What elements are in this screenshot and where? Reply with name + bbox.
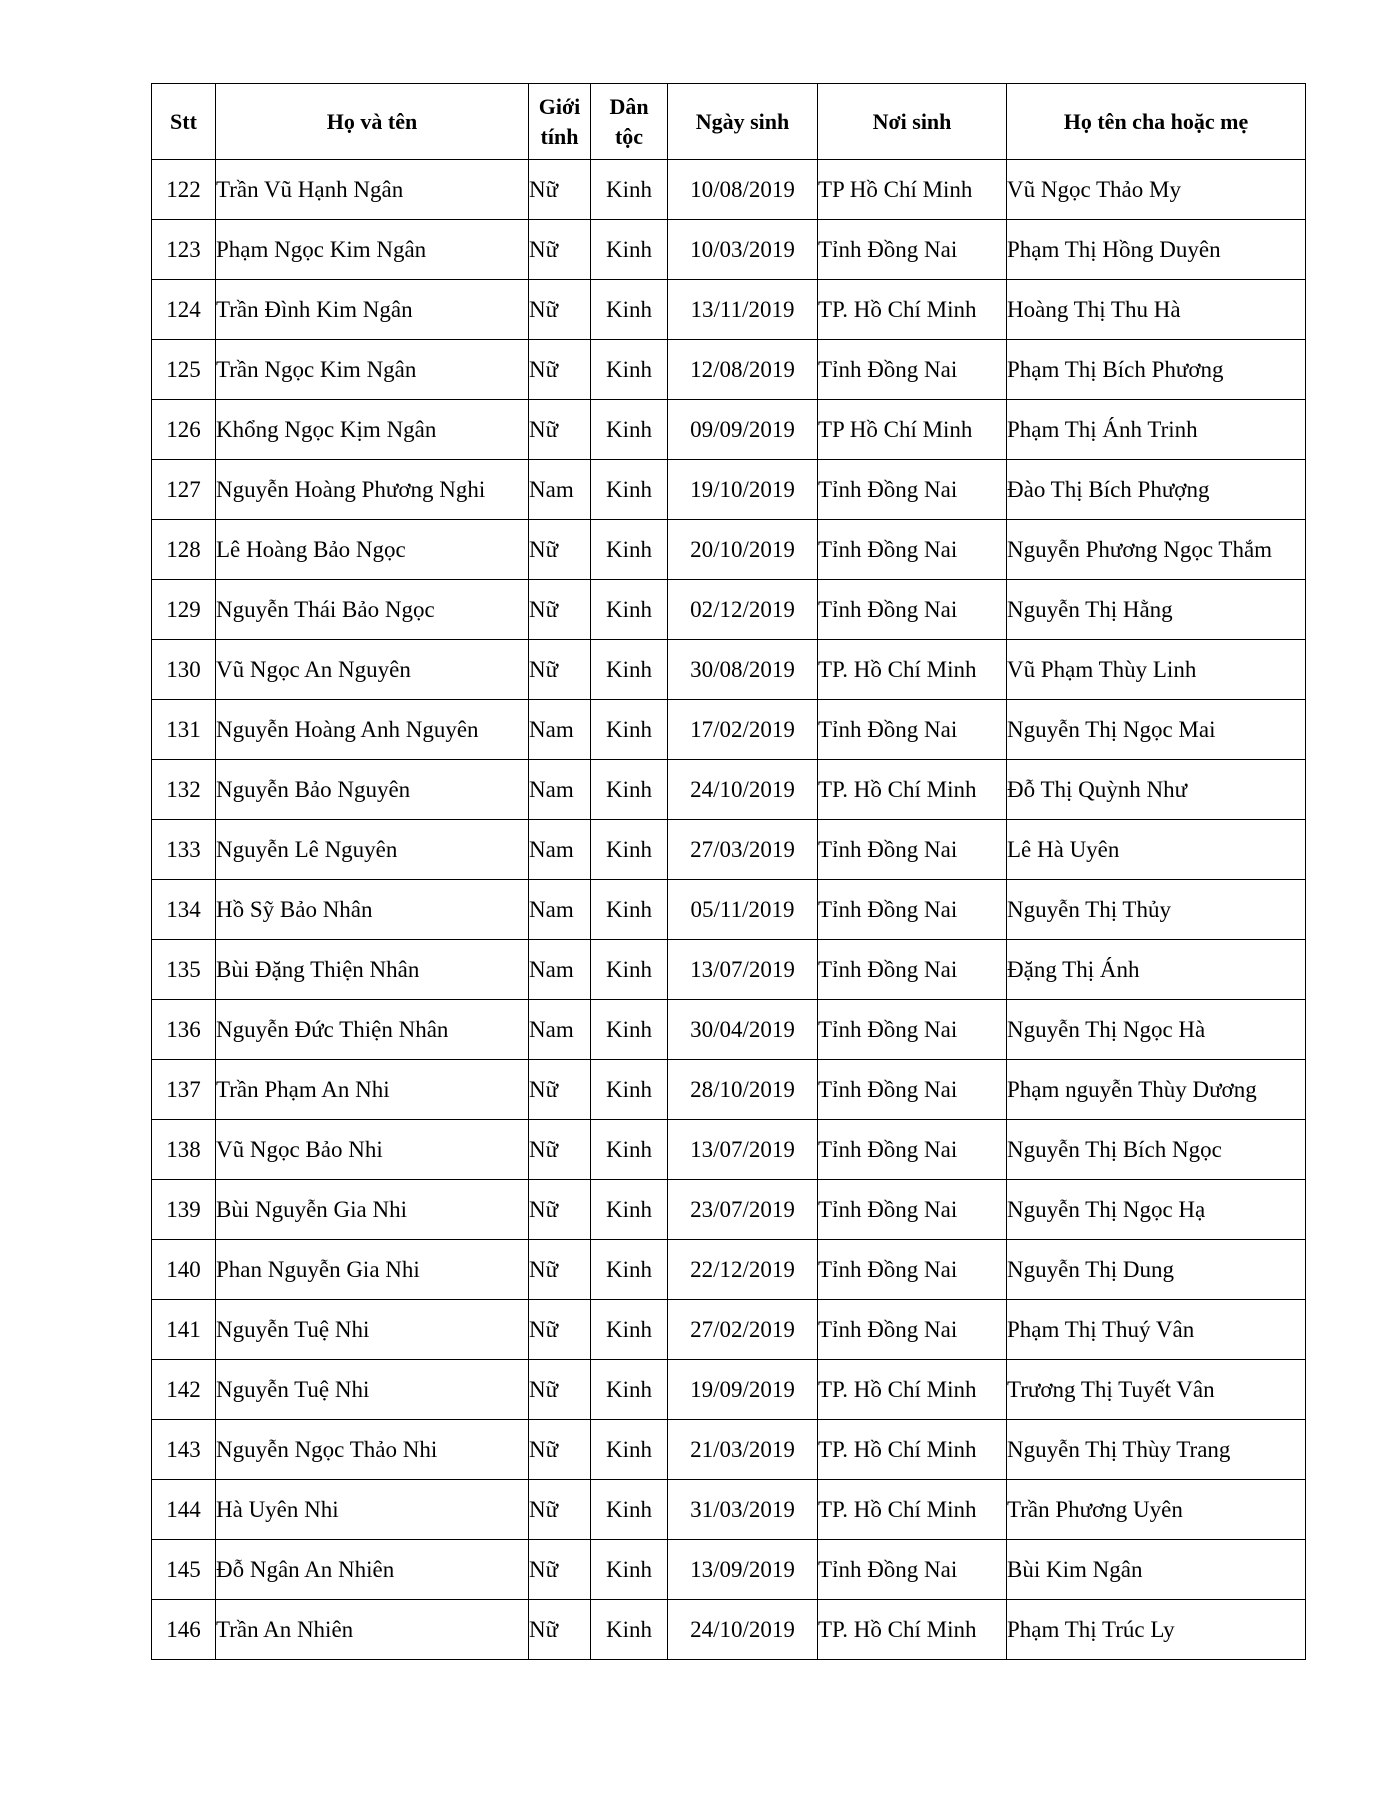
cell-date-of-birth: 19/09/2019 bbox=[668, 1360, 818, 1420]
cell-parent-name: Vũ Phạm Thùy Linh bbox=[1007, 640, 1306, 700]
table-row bbox=[152, 940, 1306, 1000]
cell-date-of-birth: 30/08/2019 bbox=[668, 640, 818, 700]
cell-date-of-birth: 13/11/2019 bbox=[668, 280, 818, 340]
cell-gender: Nam bbox=[529, 700, 591, 760]
cell-parent-name: Nguyễn Thị Bích Ngọc bbox=[1007, 1120, 1306, 1180]
cell-parent-name: Nguyễn Thị Ngọc Hạ bbox=[1007, 1180, 1306, 1240]
cell-parent-name: Vũ Ngọc Thảo My bbox=[1007, 160, 1306, 220]
table-row bbox=[152, 1240, 1306, 1300]
cell-date-of-birth: 05/11/2019 bbox=[668, 880, 818, 940]
cell-gender: Nữ bbox=[529, 400, 591, 460]
cell-ethnicity: Kinh bbox=[591, 460, 668, 520]
table-row bbox=[152, 1600, 1306, 1660]
cell-full-name: Trần An Nhiên bbox=[216, 1600, 529, 1660]
cell-stt: 140 bbox=[152, 1240, 216, 1300]
cell-stt: 124 bbox=[152, 280, 216, 340]
table-body bbox=[152, 160, 1306, 1660]
table-row bbox=[152, 700, 1306, 760]
cell-ethnicity: Kinh bbox=[591, 1360, 668, 1420]
header-date-of-birth: Ngày sinh bbox=[668, 84, 818, 160]
cell-gender: Nữ bbox=[529, 340, 591, 400]
cell-gender: Nữ bbox=[529, 580, 591, 640]
table-row bbox=[152, 340, 1306, 400]
cell-birthplace: Tỉnh Đồng Nai bbox=[818, 1300, 1007, 1360]
cell-parent-name: Lê Hà Uyên bbox=[1007, 820, 1306, 880]
cell-parent-name: Bùi Kim Ngân bbox=[1007, 1540, 1306, 1600]
cell-full-name: Nguyễn Bảo Nguyên bbox=[216, 760, 529, 820]
cell-ethnicity: Kinh bbox=[591, 1180, 668, 1240]
table-row bbox=[152, 460, 1306, 520]
header-ethnicity bbox=[591, 84, 668, 160]
cell-full-name: Nguyễn Ngọc Thảo Nhi bbox=[216, 1420, 529, 1480]
cell-stt: 130 bbox=[152, 640, 216, 700]
header-gender-line2: tính bbox=[540, 123, 579, 149]
cell-parent-name: Phạm nguyễn Thùy Dương bbox=[1007, 1060, 1306, 1120]
cell-stt: 138 bbox=[152, 1120, 216, 1180]
cell-ethnicity: Kinh bbox=[591, 1240, 668, 1300]
cell-date-of-birth: 12/08/2019 bbox=[668, 340, 818, 400]
cell-full-name: Nguyễn Tuệ Nhi bbox=[216, 1300, 529, 1360]
table-row bbox=[152, 1060, 1306, 1120]
cell-parent-name: Phạm Thị Thuý Vân bbox=[1007, 1300, 1306, 1360]
cell-gender: Nam bbox=[529, 460, 591, 520]
cell-parent-name: Nguyễn Thị Thùy Trang bbox=[1007, 1420, 1306, 1480]
cell-date-of-birth: 13/07/2019 bbox=[668, 1120, 818, 1180]
cell-ethnicity: Kinh bbox=[591, 1300, 668, 1360]
cell-stt: 136 bbox=[152, 1000, 216, 1060]
cell-date-of-birth: 09/09/2019 bbox=[668, 400, 818, 460]
cell-stt: 127 bbox=[152, 460, 216, 520]
cell-parent-name: Trương Thị Tuyết Vân bbox=[1007, 1360, 1306, 1420]
cell-birthplace: TP. Hồ Chí Minh bbox=[818, 640, 1007, 700]
cell-gender: Nữ bbox=[529, 280, 591, 340]
table-row bbox=[152, 520, 1306, 580]
cell-birthplace: Tỉnh Đồng Nai bbox=[818, 1000, 1007, 1060]
cell-parent-name: Trần Phương Uyên bbox=[1007, 1480, 1306, 1540]
table-row bbox=[152, 1420, 1306, 1480]
cell-date-of-birth: 19/10/2019 bbox=[668, 460, 818, 520]
cell-full-name: Đỗ Ngân An Nhiên bbox=[216, 1540, 529, 1600]
cell-gender: Nữ bbox=[529, 1060, 591, 1120]
cell-birthplace: Tỉnh Đồng Nai bbox=[818, 460, 1007, 520]
header-row bbox=[152, 84, 1306, 160]
cell-ethnicity: Kinh bbox=[591, 1120, 668, 1180]
cell-parent-name: Đỗ Thị Quỳnh Như bbox=[1007, 760, 1306, 820]
cell-full-name: Nguyễn Thái Bảo Ngọc bbox=[216, 580, 529, 640]
cell-parent-name: Phạm Thị Ánh Trinh bbox=[1007, 400, 1306, 460]
table-row bbox=[152, 1120, 1306, 1180]
cell-date-of-birth: 21/03/2019 bbox=[668, 1420, 818, 1480]
cell-parent-name: Phạm Thị Bích Phương bbox=[1007, 340, 1306, 400]
cell-ethnicity: Kinh bbox=[591, 820, 668, 880]
cell-ethnicity: Kinh bbox=[591, 640, 668, 700]
cell-gender: Nam bbox=[529, 1000, 591, 1060]
cell-gender: Nữ bbox=[529, 640, 591, 700]
cell-ethnicity: Kinh bbox=[591, 1420, 668, 1480]
cell-ethnicity: Kinh bbox=[591, 1060, 668, 1120]
cell-birthplace: TP. Hồ Chí Minh bbox=[818, 1480, 1007, 1540]
cell-stt: 122 bbox=[152, 160, 216, 220]
cell-ethnicity: Kinh bbox=[591, 340, 668, 400]
cell-stt: 134 bbox=[152, 880, 216, 940]
cell-stt: 123 bbox=[152, 220, 216, 280]
header-gender-line1: Giới bbox=[538, 93, 581, 119]
cell-date-of-birth: 13/07/2019 bbox=[668, 940, 818, 1000]
cell-birthplace: Tỉnh Đồng Nai bbox=[818, 220, 1007, 280]
cell-date-of-birth: 27/02/2019 bbox=[668, 1300, 818, 1360]
cell-date-of-birth: 20/10/2019 bbox=[668, 520, 818, 580]
cell-stt: 132 bbox=[152, 760, 216, 820]
cell-full-name: Nguyễn Hoàng Phương Nghi bbox=[216, 460, 529, 520]
table-row bbox=[152, 1480, 1306, 1540]
cell-stt: 139 bbox=[152, 1180, 216, 1240]
cell-date-of-birth: 10/08/2019 bbox=[668, 160, 818, 220]
cell-birthplace: Tỉnh Đồng Nai bbox=[818, 700, 1007, 760]
cell-stt: 129 bbox=[152, 580, 216, 640]
cell-birthplace: Tỉnh Đồng Nai bbox=[818, 340, 1007, 400]
table-row bbox=[152, 220, 1306, 280]
cell-gender: Nữ bbox=[529, 1120, 591, 1180]
cell-full-name: Hồ Sỹ Bảo Nhân bbox=[216, 880, 529, 940]
cell-stt: 128 bbox=[152, 520, 216, 580]
cell-gender: Nữ bbox=[529, 1600, 591, 1660]
cell-stt: 146 bbox=[152, 1600, 216, 1660]
cell-ethnicity: Kinh bbox=[591, 1600, 668, 1660]
cell-stt: 126 bbox=[152, 400, 216, 460]
header-birthplace: Nơi sinh bbox=[818, 84, 1007, 160]
table-row bbox=[152, 1540, 1306, 1600]
cell-full-name: Bùi Đặng Thiện Nhân bbox=[216, 940, 529, 1000]
table-row bbox=[152, 160, 1306, 220]
table-row bbox=[152, 400, 1306, 460]
cell-full-name: Nguyễn Lê Nguyên bbox=[216, 820, 529, 880]
header-stt: Stt bbox=[152, 84, 216, 160]
cell-ethnicity: Kinh bbox=[591, 160, 668, 220]
cell-ethnicity: Kinh bbox=[591, 1480, 668, 1540]
cell-birthplace: Tỉnh Đồng Nai bbox=[818, 880, 1007, 940]
table-row bbox=[152, 820, 1306, 880]
cell-birthplace: Tỉnh Đồng Nai bbox=[818, 1240, 1007, 1300]
cell-gender: Nữ bbox=[529, 160, 591, 220]
cell-stt: 137 bbox=[152, 1060, 216, 1120]
cell-date-of-birth: 22/12/2019 bbox=[668, 1240, 818, 1300]
cell-stt: 131 bbox=[152, 700, 216, 760]
cell-date-of-birth: 17/02/2019 bbox=[668, 700, 818, 760]
cell-stt: 141 bbox=[152, 1300, 216, 1360]
cell-parent-name: Nguyễn Thị Ngọc Mai bbox=[1007, 700, 1306, 760]
cell-stt: 143 bbox=[152, 1420, 216, 1480]
cell-gender: Nam bbox=[529, 820, 591, 880]
cell-full-name: Vũ Ngọc An Nguyên bbox=[216, 640, 529, 700]
cell-parent-name: Phạm Thị Trúc Ly bbox=[1007, 1600, 1306, 1660]
cell-full-name: Khổng Ngọc Kịm Ngân bbox=[216, 400, 529, 460]
cell-parent-name: Nguyễn Thị Ngọc Hà bbox=[1007, 1000, 1306, 1060]
cell-birthplace: TP. Hồ Chí Minh bbox=[818, 1360, 1007, 1420]
cell-date-of-birth: 10/03/2019 bbox=[668, 220, 818, 280]
cell-birthplace: Tỉnh Đồng Nai bbox=[818, 940, 1007, 1000]
cell-full-name: Nguyễn Đức Thiện Nhân bbox=[216, 1000, 529, 1060]
cell-parent-name: Nguyễn Thị Dung bbox=[1007, 1240, 1306, 1300]
cell-parent-name: Đặng Thị Ánh bbox=[1007, 940, 1306, 1000]
cell-date-of-birth: 02/12/2019 bbox=[668, 580, 818, 640]
cell-birthplace: Tỉnh Đồng Nai bbox=[818, 580, 1007, 640]
cell-ethnicity: Kinh bbox=[591, 220, 668, 280]
student-roster-table bbox=[151, 83, 1306, 1660]
cell-gender: Nữ bbox=[529, 1300, 591, 1360]
cell-stt: 133 bbox=[152, 820, 216, 880]
cell-ethnicity: Kinh bbox=[591, 940, 668, 1000]
cell-birthplace: Tỉnh Đồng Nai bbox=[818, 1120, 1007, 1180]
cell-ethnicity: Kinh bbox=[591, 520, 668, 580]
cell-full-name: Nguyễn Tuệ Nhi bbox=[216, 1360, 529, 1420]
cell-full-name: Trần Ngọc Kim Ngân bbox=[216, 340, 529, 400]
cell-ethnicity: Kinh bbox=[591, 1000, 668, 1060]
cell-date-of-birth: 28/10/2019 bbox=[668, 1060, 818, 1120]
cell-gender: Nam bbox=[529, 880, 591, 940]
cell-ethnicity: Kinh bbox=[591, 400, 668, 460]
cell-full-name: Trần Phạm An Nhi bbox=[216, 1060, 529, 1120]
cell-full-name: Lê Hoàng Bảo Ngọc bbox=[216, 520, 529, 580]
cell-birthplace: TP. Hồ Chí Minh bbox=[818, 280, 1007, 340]
cell-parent-name: Nguyễn Thị Hằng bbox=[1007, 580, 1306, 640]
cell-birthplace: Tỉnh Đồng Nai bbox=[818, 820, 1007, 880]
cell-gender: Nam bbox=[529, 940, 591, 1000]
cell-full-name: Trần Đình Kim Ngân bbox=[216, 280, 529, 340]
cell-full-name: Hà Uyên Nhi bbox=[216, 1480, 529, 1540]
cell-birthplace: TP. Hồ Chí Minh bbox=[818, 760, 1007, 820]
table-row bbox=[152, 1300, 1306, 1360]
cell-date-of-birth: 23/07/2019 bbox=[668, 1180, 818, 1240]
header-parent-name: Họ tên cha hoặc mẹ bbox=[1007, 84, 1306, 160]
cell-ethnicity: Kinh bbox=[591, 880, 668, 940]
cell-gender: Nữ bbox=[529, 220, 591, 280]
cell-birthplace: TP. Hồ Chí Minh bbox=[818, 1600, 1007, 1660]
table-row bbox=[152, 580, 1306, 640]
table-row bbox=[152, 1360, 1306, 1420]
cell-full-name: Phan Nguyễn Gia Nhi bbox=[216, 1240, 529, 1300]
cell-stt: 125 bbox=[152, 340, 216, 400]
cell-ethnicity: Kinh bbox=[591, 580, 668, 640]
cell-full-name: Phạm Ngọc Kim Ngân bbox=[216, 220, 529, 280]
cell-stt: 144 bbox=[152, 1480, 216, 1540]
header-ethnicity-line2: tộc bbox=[614, 123, 644, 149]
cell-birthplace: TP Hồ Chí Minh bbox=[818, 160, 1007, 220]
cell-full-name: Vũ Ngọc Bảo Nhi bbox=[216, 1120, 529, 1180]
cell-date-of-birth: 24/10/2019 bbox=[668, 1600, 818, 1660]
cell-parent-name: Phạm Thị Hồng Duyên bbox=[1007, 220, 1306, 280]
cell-gender: Nữ bbox=[529, 520, 591, 580]
cell-date-of-birth: 27/03/2019 bbox=[668, 820, 818, 880]
cell-ethnicity: Kinh bbox=[591, 700, 668, 760]
cell-full-name: Trần Vũ Hạnh Ngân bbox=[216, 160, 529, 220]
header-gender bbox=[529, 84, 591, 160]
cell-gender: Nữ bbox=[529, 1240, 591, 1300]
cell-birthplace: Tỉnh Đồng Nai bbox=[818, 520, 1007, 580]
cell-full-name: Nguyễn Hoàng Anh Nguyên bbox=[216, 700, 529, 760]
header-ethnicity-line1: Dân bbox=[609, 93, 649, 119]
cell-parent-name: Nguyễn Phương Ngọc Thắm bbox=[1007, 520, 1306, 580]
cell-birthplace: Tỉnh Đồng Nai bbox=[818, 1540, 1007, 1600]
cell-gender: Nữ bbox=[529, 1420, 591, 1480]
table-row bbox=[152, 1180, 1306, 1240]
cell-gender: Nữ bbox=[529, 1540, 591, 1600]
cell-birthplace: Tỉnh Đồng Nai bbox=[818, 1060, 1007, 1120]
cell-birthplace: Tỉnh Đồng Nai bbox=[818, 1180, 1007, 1240]
cell-stt: 142 bbox=[152, 1360, 216, 1420]
cell-ethnicity: Kinh bbox=[591, 280, 668, 340]
cell-date-of-birth: 13/09/2019 bbox=[668, 1540, 818, 1600]
cell-gender: Nữ bbox=[529, 1480, 591, 1540]
cell-date-of-birth: 30/04/2019 bbox=[668, 1000, 818, 1060]
cell-ethnicity: Kinh bbox=[591, 760, 668, 820]
cell-parent-name: Hoàng Thị Thu Hà bbox=[1007, 280, 1306, 340]
cell-stt: 135 bbox=[152, 940, 216, 1000]
cell-stt: 145 bbox=[152, 1540, 216, 1600]
table-row bbox=[152, 640, 1306, 700]
cell-gender: Nữ bbox=[529, 1360, 591, 1420]
cell-gender: Nam bbox=[529, 760, 591, 820]
header-full-name: Họ và tên bbox=[216, 84, 529, 160]
cell-ethnicity: Kinh bbox=[591, 1540, 668, 1600]
table-header bbox=[152, 84, 1306, 160]
cell-gender: Nữ bbox=[529, 1180, 591, 1240]
cell-full-name: Bùi Nguyễn Gia Nhi bbox=[216, 1180, 529, 1240]
cell-parent-name: Nguyễn Thị Thủy bbox=[1007, 880, 1306, 940]
table-row bbox=[152, 280, 1306, 340]
table-row bbox=[152, 1000, 1306, 1060]
cell-parent-name: Đào Thị Bích Phượng bbox=[1007, 460, 1306, 520]
table-row bbox=[152, 760, 1306, 820]
cell-birthplace: TP. Hồ Chí Minh bbox=[818, 1420, 1007, 1480]
cell-birthplace: TP Hồ Chí Minh bbox=[818, 400, 1007, 460]
cell-date-of-birth: 24/10/2019 bbox=[668, 760, 818, 820]
table-row bbox=[152, 880, 1306, 940]
cell-date-of-birth: 31/03/2019 bbox=[668, 1480, 818, 1540]
